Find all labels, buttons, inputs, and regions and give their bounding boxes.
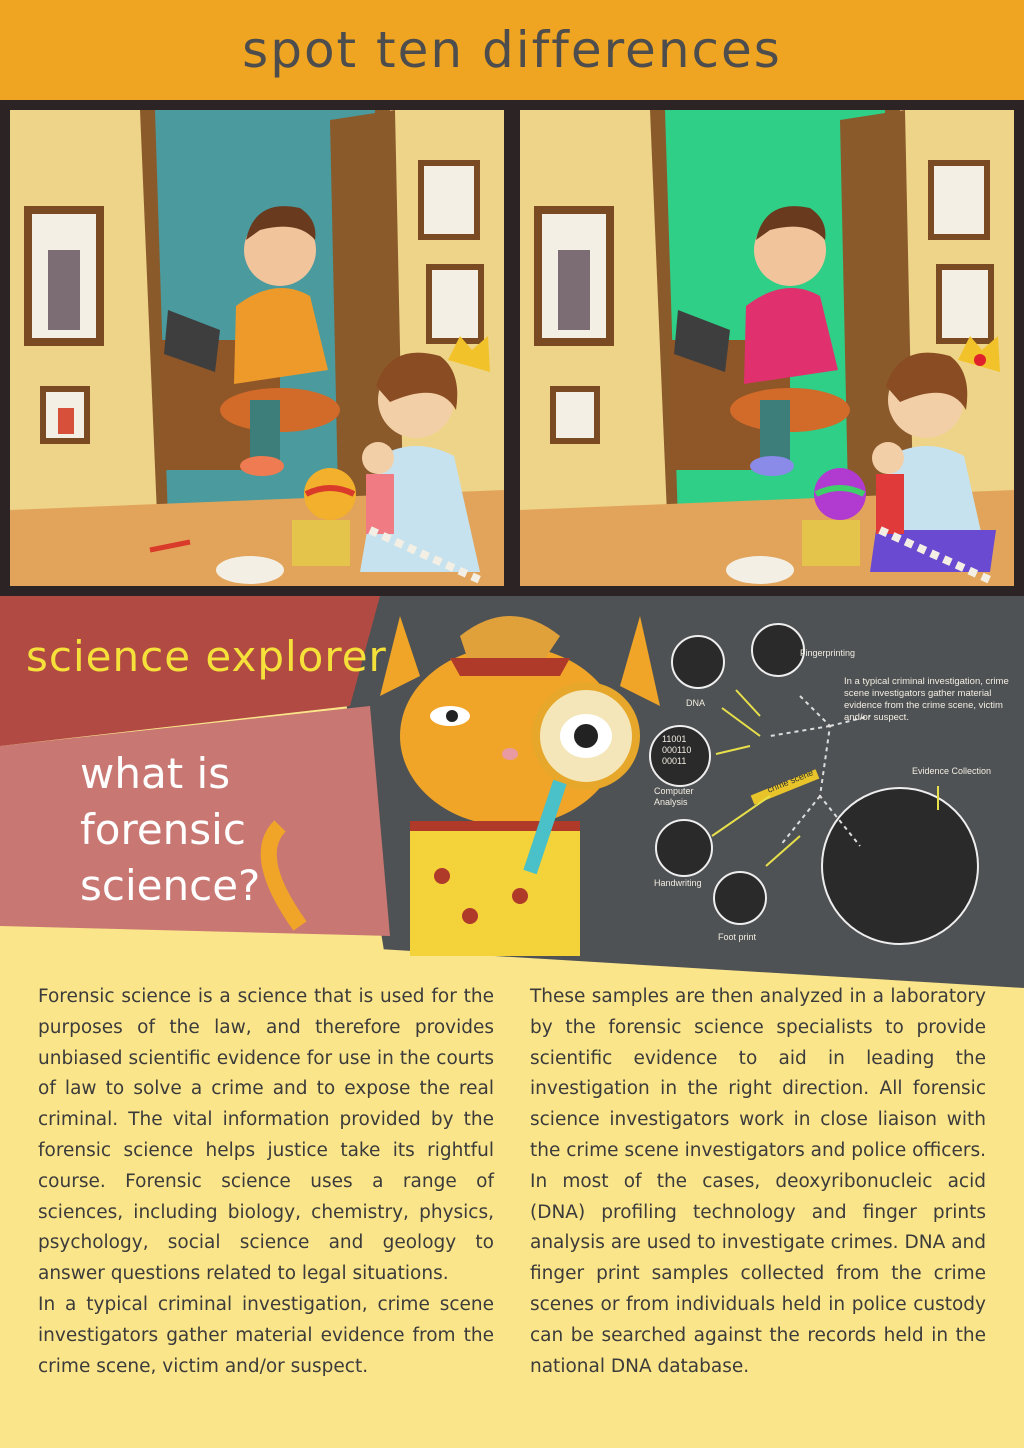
puzzle-image-right[interactable] bbox=[520, 110, 1014, 586]
paragraph: Forensic science is a science that is used for the purposes of the law, and therefore provides unbiased scientific evidence for use in the courts of law to solve a crime and to expose the real criminal. The vital information provided by the forensic science helps justice take its rightful course. Forensic science uses a range of sciences, including biology, chemistry, physics, psychology, social science and geology to answer questions related to legal situations. bbox=[38, 986, 494, 1285]
label-foot-print: Foot print bbox=[718, 932, 757, 942]
label-handwriting: Handwriting bbox=[654, 878, 702, 888]
paragraph: In a typical criminal investigation, crime scene investigators gather material evidence from the crime scene, victim and/or suspect. bbox=[38, 1293, 494, 1377]
label-dna: DNA bbox=[686, 698, 706, 708]
label-evidence-collection: Evidence Collection bbox=[912, 766, 992, 776]
label-computer-analysis: Computer Analysis bbox=[654, 786, 694, 807]
room-illustration-left bbox=[10, 110, 504, 586]
section-title: science explorer bbox=[26, 632, 387, 681]
diagram-note: In a typical criminal investigation, crime scene investigators gather material evidence from the crime scene, victim and/or suspect. bbox=[844, 676, 1009, 723]
label-fingerprinting: Fingerprinting bbox=[800, 648, 856, 658]
science-explorer-section bbox=[0, 596, 1024, 988]
paragraph: In most of the cases, deoxyribonucleic acid (DNA) profiling technology and finger prints analysis are used to investigate crimes. DNA and finger print samples collected from the crime scenes or from individuals held in police custody can be searched against the records held in the national DNA database. bbox=[530, 1170, 986, 1377]
room-illustration-right bbox=[520, 110, 1014, 586]
spot-differences-area bbox=[0, 100, 1024, 596]
body-column-left bbox=[38, 982, 494, 1382]
puzzle-image-left[interactable] bbox=[10, 110, 504, 586]
paragraph: These samples are then analyzed in a laboratory by the forensic science specialists to provide scientific evidence to aid in leading the investigation in the right direction. All forensic science investigators work in close liaison with the crime scene investigators and police officers. bbox=[530, 986, 986, 1161]
page-title: spot ten differences bbox=[242, 21, 782, 79]
section-question: what is forensic science? bbox=[80, 749, 261, 910]
body-column-right bbox=[530, 982, 986, 1382]
header-banner bbox=[0, 0, 1024, 100]
label-computer-code: 11001 000110 00011 bbox=[662, 734, 692, 766]
label-crime-scene: crime scene bbox=[765, 767, 815, 795]
